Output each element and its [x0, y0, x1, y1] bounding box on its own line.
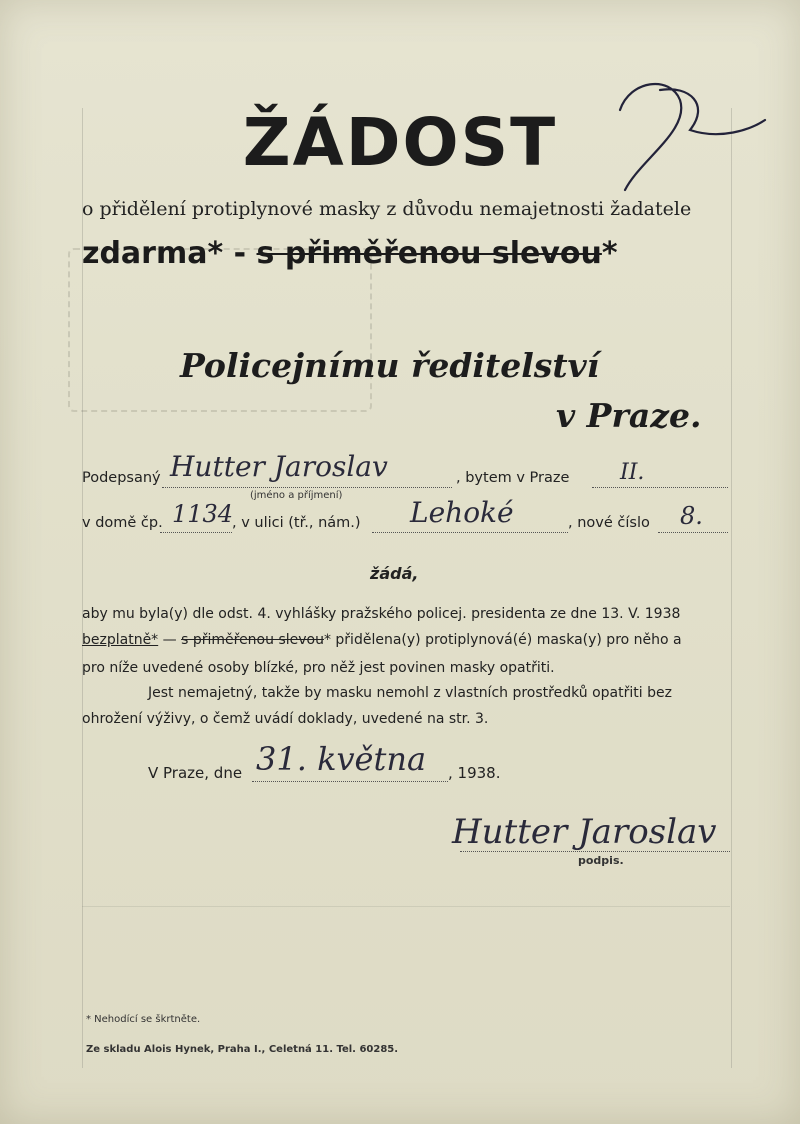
- house-number-handwritten: 1134: [172, 500, 234, 528]
- signed-name-handwritten: Hutter Jaroslav: [170, 450, 388, 483]
- option-separator: * -: [207, 236, 257, 271]
- para2-line1: Jest nemajetný, takže by masku nemohl z vlastních prostředků opatřiti bez: [148, 685, 672, 701]
- para2-line2: ohrožení výživy, o čemž uvádí doklady, uvedené na str. 3.: [82, 711, 489, 727]
- printer-imprint: Ze skladu Alois Hynek, Praha I., Celetná 11. Tel. 60285.: [86, 1044, 399, 1055]
- payment-options: [82, 236, 618, 271]
- new-number-label: , nové číslo: [568, 515, 650, 531]
- option-star: *: [601, 236, 618, 271]
- signature-dotted-line: [460, 850, 730, 852]
- name-hint: (jméno a příjmení): [250, 490, 343, 501]
- document-subtitle: o přidělení protiplynové masky z důvodu nemajetnosti žadatele: [82, 198, 692, 220]
- residence-value-handwritten: II.: [620, 460, 645, 485]
- street-dotted-line: [372, 531, 568, 533]
- requests-verb: žádá,: [370, 564, 419, 583]
- residence-label: , bytem v Praze: [456, 470, 570, 486]
- document-title: ŽÁDOST: [242, 104, 558, 181]
- new-number-handwritten: 8.: [680, 502, 703, 530]
- name-dotted-line: [162, 486, 452, 488]
- para1-dash: —: [158, 632, 182, 648]
- faint-stamp: [68, 248, 372, 412]
- para1-rest: * přidělena(y) protiplynová(é) maska(y) pro něho a: [323, 632, 682, 648]
- para1-line3: pro níže uvedené osoby blízké, pro něž jest povinen masky opatřiti.: [82, 660, 555, 676]
- signature-label: podpis.: [578, 854, 624, 867]
- date-place: V Praze, dne: [148, 764, 243, 782]
- para1-line1: aby mu byla(y) dle odst. 4. vyhlášky pražského policej. presidenta ze dne 13. V. 1938: [82, 606, 681, 622]
- para1-discount: s přiměřenou slevou: [181, 632, 324, 648]
- house-label: v domě čp.: [82, 515, 163, 531]
- para1-line2: [82, 632, 682, 648]
- new-number-dotted-line: [658, 531, 728, 533]
- recipient-line-2: v Praze.: [556, 396, 702, 435]
- date-year: , 1938.: [448, 764, 501, 782]
- signature-handwritten: Hutter Jaroslav: [452, 812, 717, 852]
- faint-divider: [82, 906, 730, 907]
- residence-dotted-line: [592, 486, 728, 488]
- para1-free: bezplatně*: [82, 632, 159, 648]
- option-discount: s přiměřenou slevou: [256, 236, 602, 271]
- footnote: * Nehodící se škrtněte.: [86, 1014, 201, 1025]
- house-dotted-line: [160, 531, 232, 533]
- date-dotted-line: [252, 780, 448, 782]
- date-handwritten: 31. května: [256, 740, 427, 778]
- signed-label: Podepsaný: [82, 470, 161, 486]
- street-value-handwritten: Lehoké: [410, 496, 514, 529]
- street-label: , v ulici (tř., nám.): [232, 515, 361, 531]
- recipient-line-1: Policejnímu ředitelství: [180, 346, 600, 385]
- option-free: zdarma: [82, 236, 208, 271]
